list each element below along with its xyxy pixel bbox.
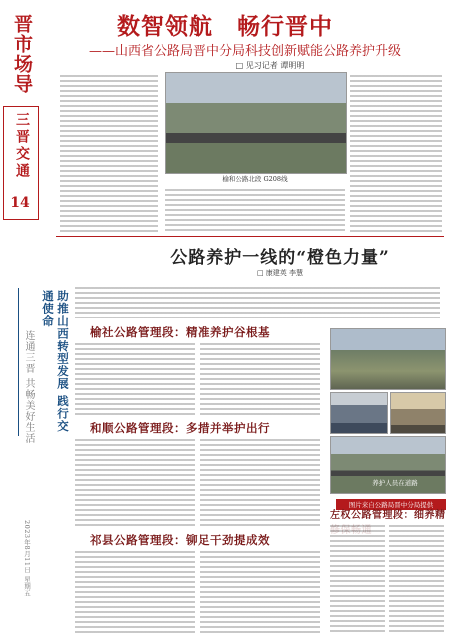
section-text [75,340,195,416]
photo-credit-label: 图片来自公路局晋中分局提供 [336,499,446,510]
top-photo [165,72,347,174]
middle-title: 公路养护一线的“橙色力量” [170,248,390,268]
section-name: 三晋交通 [14,112,30,180]
section-text [75,548,195,634]
photo-road-1 [330,328,446,390]
section-heading-heshun: 和顺公路管理段：多措并举护出行 [90,421,270,435]
section-text [200,436,320,526]
section-heading-yushe: 榆社公路管理段：精准养护谷根基 [90,325,270,339]
section-heading-qixian: 祁县公路管理段：铆足干劲提成效 [90,533,270,547]
article-text [60,72,158,232]
article-text [350,72,442,232]
page-byline: □ 见习记者 谭明明 [235,61,305,70]
intro-text [75,284,440,318]
page-number: 14 [10,195,30,211]
rail-date: 2023年8月11日 星期五 [23,520,31,598]
top-photo-caption: 榆和公路北段 G208线 [222,175,288,183]
photo-workers-1 [330,392,388,434]
section-text [75,436,195,526]
photo-workers-2 [390,392,446,434]
section-text [200,548,320,634]
page-subtitle: ——山西省公路局晋中分局科技创新赋能公路养护升级 [88,44,401,59]
photo-note: 养护人员在道路 [372,479,418,487]
article-text [165,186,345,232]
divider [56,236,444,237]
masthead-logo: 晋市场导 [11,14,33,94]
section-text [389,522,444,634]
vertical-headline: 助推山西转型发展 践行交通使命 [41,290,70,433]
page-title: 数智领航 畅行晋中 [117,13,333,40]
rail-tagline: 连通三晋 共畅美好生活 [23,330,34,445]
section-text [330,522,385,634]
section-heading-zuoquan: 左权公路管理段：细养精 [330,510,446,521]
middle-byline: □ 康建英 李慧 [256,269,304,277]
section-text [200,340,320,416]
